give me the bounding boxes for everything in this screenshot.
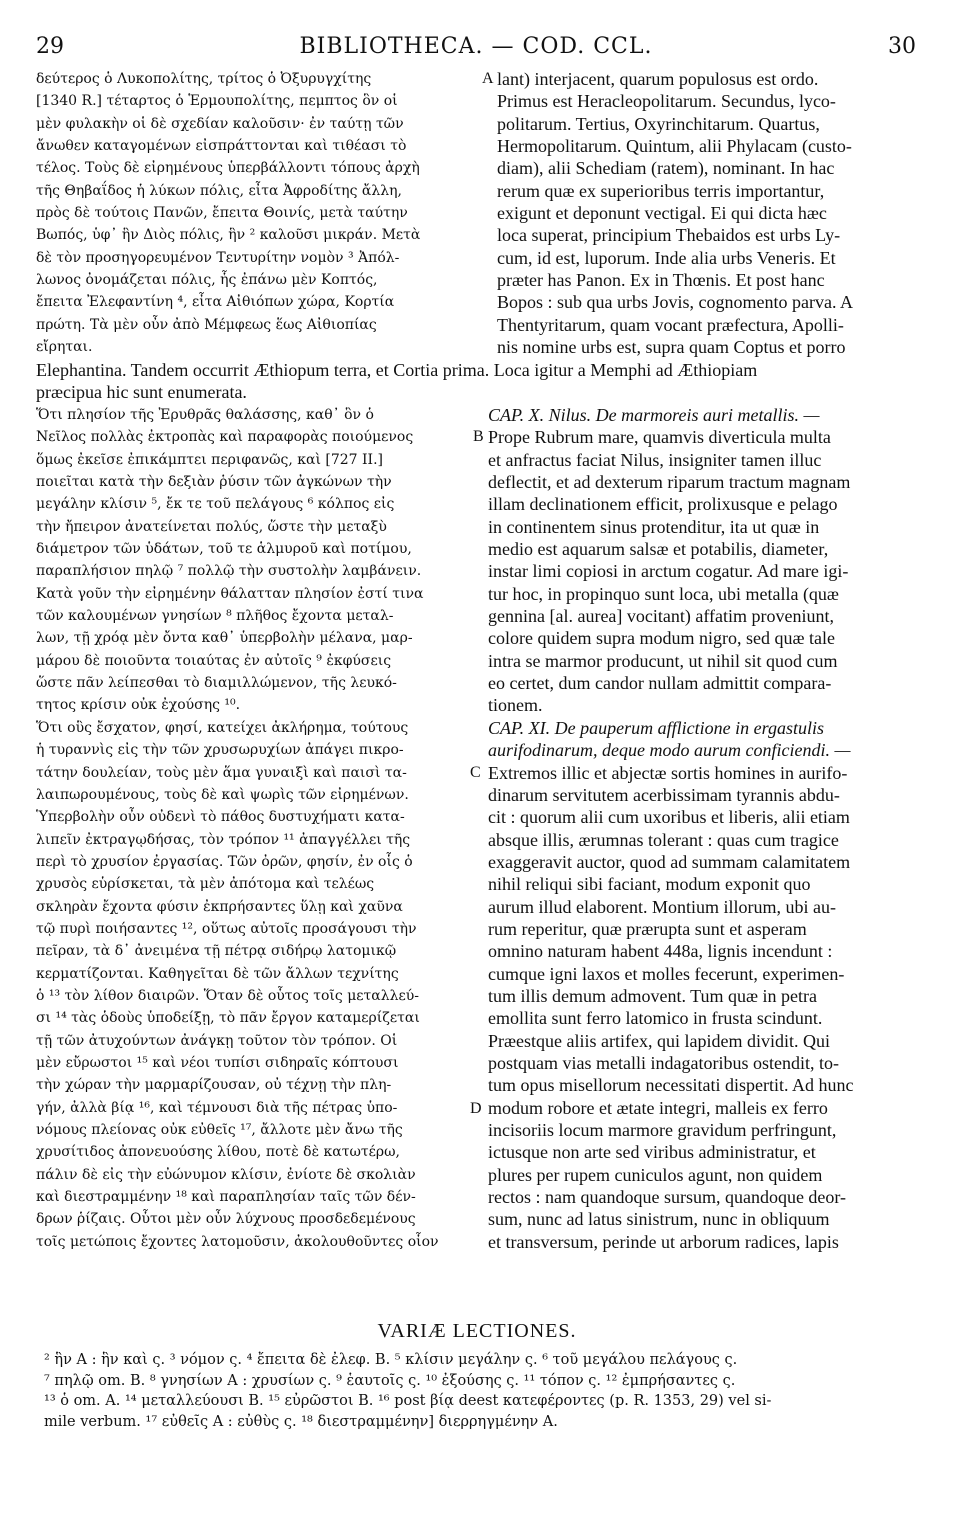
- latin-line: exigunt et deponunt vectigal. Ei qui dicta hæc: [497, 203, 827, 224]
- latin-line: diam), alii Schediam (ratem), nominant. In hac: [497, 158, 835, 179]
- greek-line: [1340 R.] τέταρτος ὁ Ἑρμουπολίτης, πεμπτος ὃν οἱ: [36, 93, 398, 110]
- chapter-heading: CAP. XI. De pauperum afflictione in ergastulis: [488, 717, 824, 738]
- latin-line: cum, id est, luporum. Inde alia urbs Veneris. Et: [497, 247, 836, 268]
- full-line: Elephantina. Tandem occurrit Æthiopum terra, et Cortia prima. Loca igitur a Memphi ad Æthiopiam: [36, 360, 758, 380]
- page-number-left: 29: [36, 34, 64, 59]
- greek-line: ὁ ¹³ τὸν λίθον διαιρῶν. Ὅταν δὲ οὗτος τοῖς μεταλλεύ-: [36, 987, 419, 1004]
- greek-line: τῶν καλουμένων γνησίων ⁸ πλῆθος ἔχοντα μεταλ-: [36, 608, 394, 625]
- running-title: BIBLIOTHECA. — COD. CCL.: [299, 34, 653, 59]
- latin-line: cit : quorum alii cum uxoribus et liberis, alii etiam: [488, 807, 850, 828]
- latin-line: absque illis, ærumnas tolerant : quas cum tragice: [488, 829, 839, 850]
- latin-line: emollita sunt ferro latomico in frusta scindunt.: [488, 1008, 823, 1029]
- greek-line: σι ¹⁴ τὰς ὁδοὺς ὑποδείξῃ, τὸ πᾶν ἔργον καταμερίζεται: [36, 1010, 420, 1027]
- latin-line: deflectit, et ad dexterum riparum tractum magnam: [488, 472, 851, 493]
- latin-line: exaggeravit auctor, quod ad summam calamitatem: [488, 851, 851, 872]
- greek-line: μὲν φυλακὴν οἱ δὲ σχεδίαν καλοῦσιν· ἐν ταύτῃ τῶν: [36, 115, 404, 132]
- greek-line: ἡ τυραννὶς εἰς τὴν τῶν χρυσωρυχίων ἀπάγει πικρο-: [36, 742, 404, 759]
- greek-line: τὴν ἤπειρον ἀνατείνεται πολύς, ὥστε τὴν μεταξὺ: [36, 518, 387, 535]
- greek-line: χρυσὸς εὑρίσκεται, τὰ μὲν ἀπότομα καὶ τελέως: [36, 876, 375, 893]
- latin-line: et anfractus faciat Nilus, insigniter tamen illuc: [488, 449, 822, 470]
- latin-line: tionem.: [488, 695, 543, 716]
- greek-line: δρων ῥίζαις. Οὗτοι μὲν οὖν λύχνους προσδεδεμένους: [36, 1211, 416, 1228]
- greek-line: ἄνωθεν καταγομένων εἰσπράττονται καὶ τιθέασι τὸ: [36, 138, 407, 155]
- latin-line: colore quidem supra modum nigro, sed quæ tale: [488, 628, 835, 649]
- greek-line: τῷ πυρὶ ποιήσαντες ¹², οὕτως αὐτοῖς προσάγουσι τὴν: [36, 920, 417, 937]
- latin-line: lant) interjacent, quarum populosus est ordo.: [497, 69, 819, 89]
- greek-line: τέλος. Τοὺς δὲ εἰρημένους ὑπερβάλλοντι τόπους ἀρχὴ: [36, 160, 420, 177]
- greek-line: λων, τῇ χρόᾳ μὲν ὄντα καθ᾽ ὑπερβολὴν μέλανα, μαρ-: [36, 630, 413, 647]
- greek-line: μάρου δὲ ποιοῦντα τοιαύτας ἐν αὐτοῖς ⁹ ἐκφύσεις: [36, 652, 392, 669]
- greek-line: ὅμως ἐκεῖσε ἐπικάμπτει περιφανῶς, καὶ [727 II.]: [36, 451, 383, 468]
- margin-marker-d: D: [470, 1100, 482, 1117]
- latin-line: præter has Panon. Ex in Thœnis. Et post hanc: [497, 270, 825, 291]
- variae-lectiones: [44, 1350, 916, 1432]
- latin-line: loca superat, principium Thebaidos est urbs Ly-: [497, 225, 841, 246]
- latin-line: sum, nunc ad latus sinistrum, nunc in obliquum: [488, 1209, 830, 1230]
- margin-marker-b: B: [473, 428, 484, 445]
- margin-marker-c: C: [470, 764, 481, 781]
- variae-lectiones-heading: VARIÆ LECTIONES.: [377, 1320, 577, 1342]
- greek-line: πεῖραν, τὰ δ᾽ ἀνειμένα τῇ πέτρᾳ σιδήρῳ λατομικῷ: [36, 943, 397, 960]
- greek-column-top: [36, 68, 480, 358]
- margin-marker-a: A: [482, 70, 494, 87]
- latin-line: instar limi copiosi in arctum cogatur. Ad mare igi-: [488, 561, 849, 582]
- latin-line: rerum quæ ex superioribus terris importantur,: [497, 180, 825, 201]
- latin-line: nis nomine urbs est, supra quam Coptus et porro: [497, 337, 846, 358]
- greek-line: κερματίζονται. Καθηγεῖται δὲ τῶν ἄλλων τεχνίτης: [36, 965, 399, 982]
- greek-line: παραπλήσιον πηλῷ ⁷ πολλῷ τὴν συστολὴν λαμβάνειν.: [36, 563, 422, 580]
- latin-line: Hermopolitarum. Quintum, alii Phylacam (custo-: [497, 136, 852, 157]
- greek-line: Ὅτι πλησίον τῆς Ἐρυθρᾶς θαλάσσης, καθ᾽ ὃν ὁ: [36, 407, 374, 423]
- greek-line: ὥστε πᾶν λείπεσθαι τὸ διαμιλλώμενον, τῆς λευκό-: [36, 675, 397, 692]
- greek-line: λιπεῖν ἐκτραγῳδήσας, τὸν τρόπον ¹¹ ἀπαγγέλλει τῆς: [36, 831, 411, 848]
- latin-column-main: [488, 404, 920, 1253]
- latin-line: tur hoc, in propinquo sunt loca, ubi metalla (quæ: [488, 583, 839, 604]
- greek-line: σκληρὰν ἔχοντα φύσιν ἐκπρήσαντες ὕλῃ καὶ χαῦνα: [36, 898, 403, 915]
- greek-line: εἴρηται.: [36, 339, 93, 356]
- greek-line: δὲ τὸν προσηγορευμένον Τεντυρίτην νομὸν ³ Ἀπόλ-: [36, 249, 400, 266]
- variant-line: mile verbum. ¹⁷ εὐθεῖς A : εὐθὺς ς. ¹⁸ διεστραμμένην] διερρηγμένην A.: [44, 1413, 558, 1430]
- latin-line: Thentyritarum, quam vocant præfectura, Apolli-: [497, 314, 844, 335]
- latin-line: medio est aquarum salsæ et potabilis, diameter,: [488, 539, 829, 560]
- latin-line: postquam vias metalli indagatoribus ostendit, to-: [488, 1052, 839, 1073]
- greek-line: πάλιν δὲ εἰς τὴν εὐώνυμον κλίσιν, ἐνίοτε δὲ σκολιὰν: [36, 1166, 416, 1183]
- latin-line: gennina [al. aurea] vocitant) affatim proveniunt,: [488, 606, 835, 627]
- greek-line: τοῖς μετώποις ἔχοντες λατομοῦσιν, ἀκολουθοῦντες οἷον: [36, 1233, 439, 1250]
- greek-line: πρώτη. Τὰ μὲν οὖν ἀπὸ Μέμφεως ἕως Αἰθιοπίας: [36, 316, 377, 333]
- latin-line: rectos : nam quandoque sursum, quandoque deor-: [488, 1187, 847, 1208]
- greek-line: νόμους πλείονας οὐκ εὐθεῖς ¹⁷, ἄλλοτε μὲν ἄνω τῆς: [36, 1122, 403, 1138]
- latin-line: Præestque aliis artifex, qui lapidem dividit. Qui: [488, 1030, 830, 1051]
- greek-line: γήν, ἀλλὰ βίᾳ ¹⁶, καὶ τέμνουσι διὰ τῆς πέτρας ὑπο-: [36, 1099, 398, 1116]
- greek-line: μεγάλην κλίσιν ⁵, ἔκ τε τοῦ πελάγους ⁶ κόλπος εἰς: [36, 496, 395, 513]
- latin-line: Extremos illic et abjectæ sortis homines in aurifo-: [488, 762, 848, 783]
- greek-line: χρυσίτιδος ἀπονευούσης λίθου, ποτὲ δὲ κατωτέρω,: [36, 1144, 401, 1161]
- latin-line: tum illis demum admovent. Tum quæ in petra: [488, 985, 818, 1006]
- greek-line: τῇ τῶν ἀτυχούντων ἀνάγκῃ τοῦτον τὸν τρόπον. Οἱ: [36, 1032, 398, 1049]
- full-width-lines: [36, 359, 918, 404]
- greek-column-main: [36, 404, 480, 1253]
- latin-line: cumque igni laxos et molles fecerunt, experimen-: [488, 963, 845, 984]
- latin-line: Primus est Heracleopolitarum. Secundus, lyco-: [497, 91, 836, 112]
- greek-line: ποιεῖται κατὰ τὴν δεξιὰν ῥύσιν τῶν ἀγκώνων τὴν: [36, 474, 392, 491]
- greek-line: λωνος ὀνομάζεται πόλις, ἧς ἐπάνω μὲν Κοπτός,: [36, 272, 378, 289]
- latin-line: modum robore et ætate integri, malleis ex ferro: [488, 1097, 828, 1118]
- page-number-right: 30: [888, 34, 916, 59]
- latin-line: Prope Rubrum mare, quamvis diverticula multa: [488, 427, 831, 448]
- latin-line: omnino naturam habent 448a, lignis incendunt :: [488, 941, 833, 962]
- greek-line: Κατὰ γοῦν τὴν εἰρημένην θάλατταν πλησίον ἐστί τινα: [36, 585, 424, 602]
- latin-line: aurum illud elaborent. Montium illorum, ubi au-: [488, 896, 836, 917]
- latin-line: plures per rupem cuniculos agunt, non quidem: [488, 1164, 823, 1185]
- greek-line: τὴν χώραν τὴν μαρμαρίζουσαν, οὐ τέχνῃ τὴν πλη-: [36, 1077, 392, 1094]
- greek-line: καὶ διεστραμμένην ¹⁸ καὶ παραπλησίαν ταῖς τῶν δέν-: [36, 1189, 416, 1206]
- greek-line: τῆς Θηβαΐδος ἡ λύκων πόλις, εἶτα Ἀφροδίτης ἄλλη,: [36, 182, 402, 199]
- latin-column-top: [497, 68, 919, 358]
- latin-line: ictusque non arte sed viribus administratur, et: [488, 1142, 816, 1163]
- greek-line: Ὑπερβολὴν οὖν οὐδενὶ τὸ πάθος δυστυχήματι κατα-: [36, 809, 405, 826]
- running-header: [36, 34, 916, 64]
- latin-line: in continentem sinus protenditur, ita ut quæ in: [488, 516, 820, 537]
- chapter-heading: aurifodinarum, deque modo aurum conficiendi. —: [488, 740, 851, 761]
- full-line: præcipua hic sunt enumerata.: [36, 382, 247, 403]
- greek-line: μὲν εὔρωστοι ¹⁵ καὶ νέοι τυπίσι σιδηραῖς κόπτουσι: [36, 1054, 399, 1071]
- variant-line: ⁷ πηλῷ om. B. ⁸ γνησίων A : χρυσίων ς. ⁹ ἑαυτοῖς ς. ¹⁰ ἐξούσης ς. ¹¹ τόπον ς. ¹² ἐμπρήσαντες ς.: [44, 1372, 736, 1389]
- latin-line: Bopos : sub qua urbs Jovis, cognomento parva. A: [497, 292, 853, 313]
- greek-line: λαιπωρουμένους, τοὺς δὲ καὶ ψωρὶς τῶν εἰρημένων.: [36, 786, 409, 803]
- greek-line: τάτην δουλείαν, τοὺς μὲν ἅμα γυναιξὶ καὶ παισὶ τα-: [36, 764, 407, 781]
- latin-line: tum opus misellorum necessitati dispertit. Ad hunc: [488, 1075, 854, 1096]
- greek-line: δεύτερος ὁ Λυκοπολίτης, τρίτος ὁ Ὀξυρυγχίτης: [36, 71, 372, 87]
- greek-line: περὶ τὸ χρυσίον ἐργασίας. Τῶν ὀρῶν, φησίν, ἐν οἷς ὁ: [36, 853, 413, 870]
- variant-line: ² ἣν A : ἣν καὶ ς. ³ νόμον ς. ⁴ ἔπειτα δὲ ἐλεφ. B. ⁵ κλίσιν μεγάλην ς. ⁶ τοῦ μεγάλου πελάγους ς.: [44, 1352, 738, 1368]
- greek-line: Βωπός, ὑφ᾽ ἣν Διὸς πόλις, ἣν ² καλοῦσι μικράν. Μετὰ: [36, 227, 421, 244]
- greek-line: Νεῖλος πολλὰς ἐκτροπὰς καὶ παραφορὰς ποιούμενος: [36, 429, 414, 446]
- latin-line: rum reperitur, quæ prærupta sunt et asperam: [488, 918, 807, 939]
- latin-line: intra se marmor producunt, ut nihil sit quod cum: [488, 650, 838, 671]
- variant-line: ¹³ ὁ om. A. ¹⁴ μεταλλεύουσι B. ¹⁵ εὐρῶστοι B. ¹⁶ post βίᾳ deest κατεφέροντες (p. R. 1353, 29) vel si-: [44, 1393, 772, 1409]
- latin-line: et transversum, perinde ut arborum radices, lapis: [488, 1231, 839, 1252]
- chapter-heading: CAP. X. Nilus. De marmoreis auri metallis. —: [488, 405, 820, 425]
- greek-line: τητος κρίσιν οὐκ ἐχούσης ¹⁰.: [36, 697, 241, 714]
- latin-line: nihil reliqui sibi faciant, modum exponit quo: [488, 874, 811, 895]
- greek-line: πρὸς δὲ τούτοις Πανῶν, ἔπειτα Θοινίς, μετὰ ταύτην: [36, 205, 408, 222]
- greek-line: διάμετρον τῶν ὑδάτων, τοῦ τε ἁλμυροῦ καὶ ποτίμου,: [36, 541, 412, 558]
- latin-line: eo certet, dum candor nullam admittit compara-: [488, 673, 832, 694]
- latin-line: incisoriis locum marmore gravidum perfringunt,: [488, 1120, 837, 1140]
- latin-line: politarum. Tertius, Oxyrinchitarum. Quartus,: [497, 113, 820, 134]
- latin-line: dinarum servitutem acerbissimam tyrannis abdu-: [488, 784, 840, 805]
- greek-line: ἔπειτα Ἐλεφαντίνη ⁴, εἶτα Αἰθιόπων χώρα, Κορτία: [36, 294, 395, 311]
- greek-line: Ὅτι οὓς ἔσχατον, φησί, κατείχει ἀκλήρημα, τούτους: [36, 719, 409, 736]
- latin-line: illam declinationem efficit, prolixusque e pelago: [488, 494, 838, 515]
